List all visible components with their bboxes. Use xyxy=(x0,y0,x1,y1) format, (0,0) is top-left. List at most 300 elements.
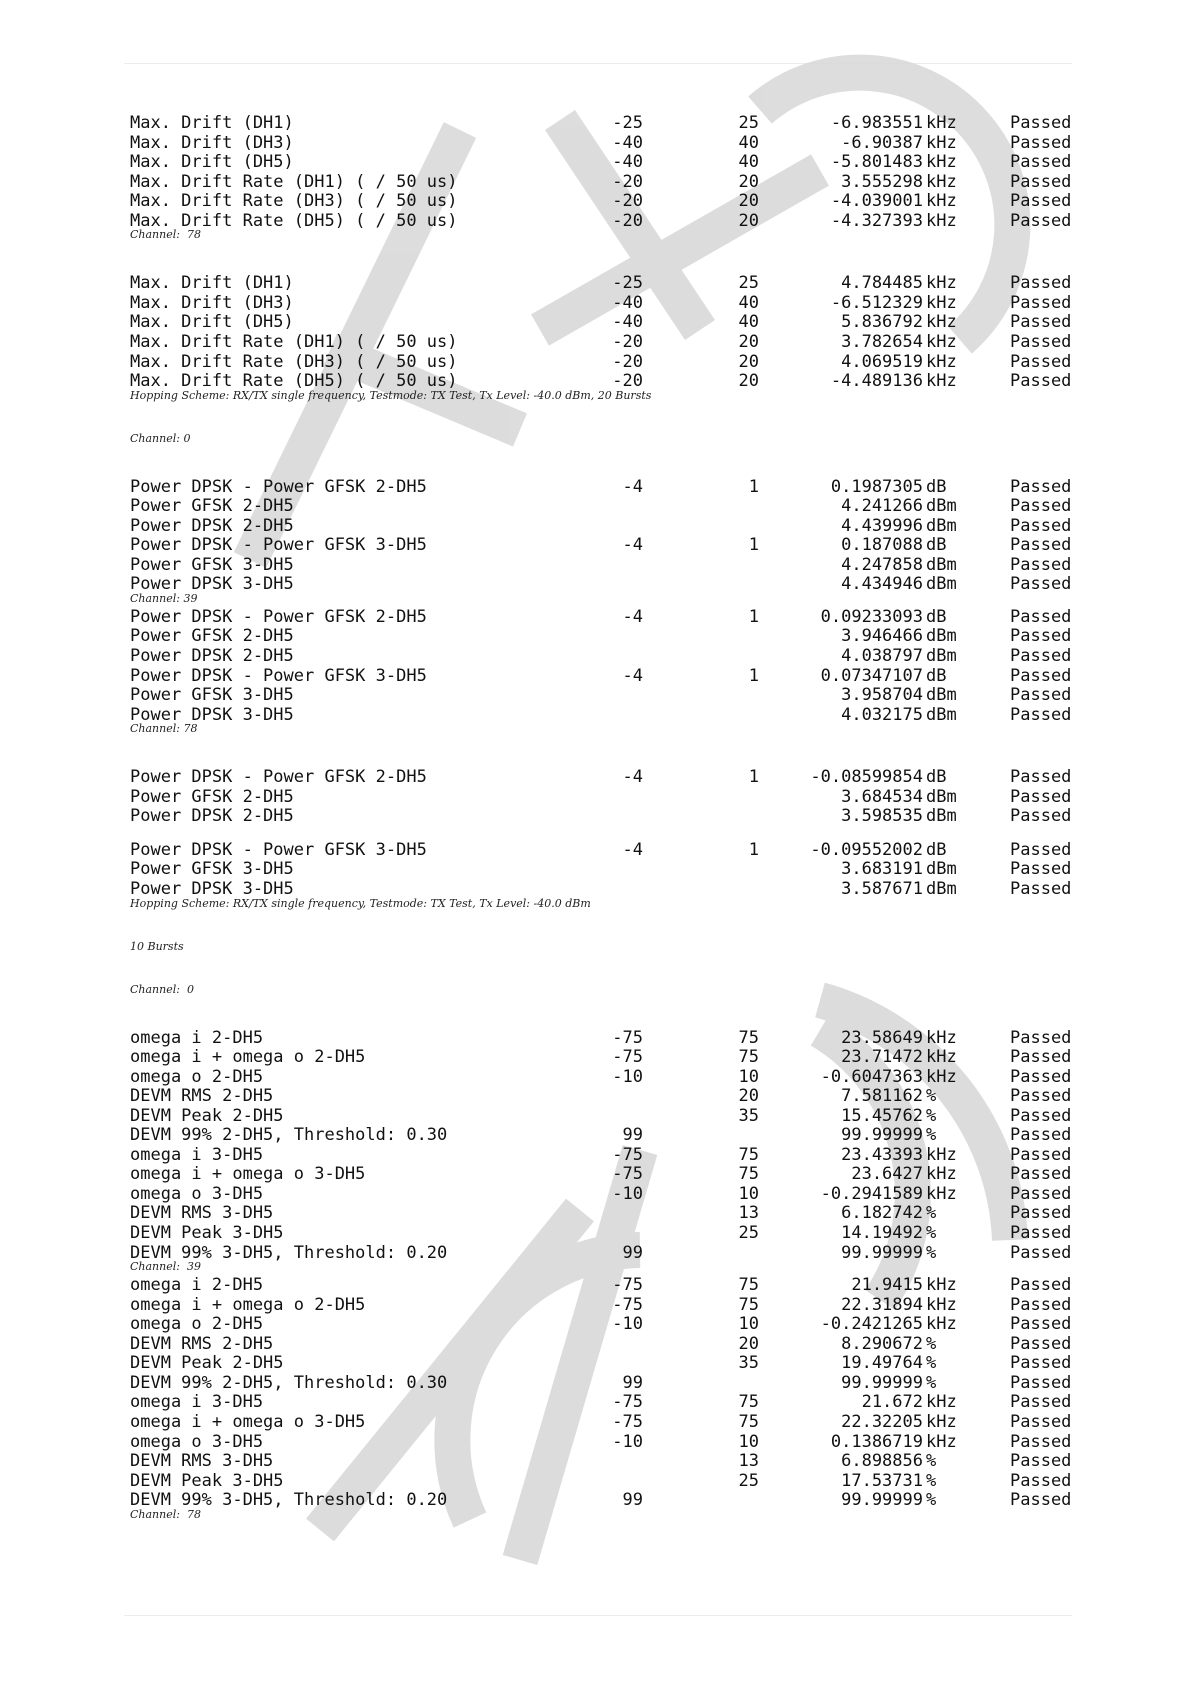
unit: kHz xyxy=(926,1027,957,1048)
result-status: Passed xyxy=(1010,1047,1072,1068)
measurement-row xyxy=(0,788,1191,807)
measurement-name: Power GFSK 2-DH5 xyxy=(130,496,294,517)
lower-limit: -20 xyxy=(612,331,643,352)
measurement-row xyxy=(0,556,1191,575)
measurement-row xyxy=(0,1452,1191,1471)
measured-value: 4.247858 xyxy=(841,554,923,575)
unit: kHz xyxy=(926,132,957,153)
upper-limit: 1 xyxy=(748,606,759,627)
measured-value: 4.032175 xyxy=(841,704,923,725)
unit: dBm xyxy=(926,515,957,536)
result-status: Passed xyxy=(1010,806,1072,827)
measurement-row xyxy=(0,536,1191,555)
lower-limit: -4 xyxy=(622,767,643,788)
result-status: Passed xyxy=(1010,786,1072,807)
upper-limit: 40 xyxy=(738,152,759,173)
measured-value: 21.9415 xyxy=(851,1275,923,1296)
measurement-name: Power DPSK 2-DH5 xyxy=(130,646,294,666)
measurement-row xyxy=(0,333,1191,352)
measurement-name: DEVM Peak 3-DH5 xyxy=(130,1470,284,1491)
lower-limit: -20 xyxy=(612,191,643,212)
measured-value: 99.99999 xyxy=(841,1125,923,1146)
upper-limit: 25 xyxy=(738,1223,759,1243)
measurement-row xyxy=(0,686,1191,705)
measured-value: 3.782654 xyxy=(841,331,923,352)
measured-value: 0.07347107 xyxy=(820,665,923,686)
lower-limit: -20 xyxy=(612,171,643,192)
measurement-row xyxy=(0,1374,1191,1393)
measurement-name: Max. Drift Rate (DH1) ( / 50 us) xyxy=(130,171,458,192)
unit: % xyxy=(926,1086,937,1107)
upper-limit: 10 xyxy=(738,1066,759,1087)
result-status: Passed xyxy=(1010,1164,1072,1185)
upper-limit: 1 xyxy=(748,839,759,860)
lower-limit: -20 xyxy=(612,210,643,231)
result-status: Passed xyxy=(1010,1144,1072,1165)
unit: kHz xyxy=(926,113,957,133)
unit: % xyxy=(926,1203,937,1224)
measurement-row xyxy=(0,1107,1191,1126)
unit: kHz xyxy=(926,371,957,392)
measurement-row xyxy=(0,1276,1191,1295)
result-status: Passed xyxy=(1010,273,1072,294)
measurement-name: DEVM Peak 2-DH5 xyxy=(130,1353,284,1374)
result-status: Passed xyxy=(1010,292,1072,313)
result-status: Passed xyxy=(1010,1203,1072,1224)
unit: kHz xyxy=(926,312,957,333)
result-status: Passed xyxy=(1010,839,1072,860)
measured-value: -6.512329 xyxy=(830,292,923,313)
measured-value: 22.32205 xyxy=(841,1411,923,1432)
lower-limit: -10 xyxy=(612,1314,643,1335)
result-status: Passed xyxy=(1010,646,1072,666)
measurement-row xyxy=(0,1146,1191,1165)
upper-limit: 25 xyxy=(738,113,759,133)
measured-value: -4.489136 xyxy=(830,371,923,392)
result-status: Passed xyxy=(1010,1105,1072,1126)
unit: dBm xyxy=(926,646,957,666)
measured-value: 23.71472 xyxy=(841,1047,923,1068)
result-status: Passed xyxy=(1010,132,1072,153)
unit: dB xyxy=(926,665,947,686)
measurement-row xyxy=(0,1413,1191,1432)
unit: kHz xyxy=(926,1411,957,1432)
lower-limit: -10 xyxy=(612,1431,643,1452)
measurement-row xyxy=(0,1204,1191,1223)
measurement-name: omega i 3-DH5 xyxy=(130,1144,264,1165)
measured-value: 0.1386719 xyxy=(830,1431,923,1452)
measurement-name: Max. Drift (DH1) xyxy=(130,113,294,133)
measured-value: 4.439996 xyxy=(841,515,923,536)
measurement-name: DEVM 99% 3-DH5, Threshold: 0.20 xyxy=(130,1242,448,1263)
measured-value: -6.90387 xyxy=(841,132,923,153)
measurement-name: Power DPSK 3-DH5 xyxy=(130,878,294,899)
upper-limit: 13 xyxy=(738,1203,759,1224)
unit: % xyxy=(926,1353,937,1374)
lower-limit: -75 xyxy=(612,1275,643,1296)
measured-value: 3.684534 xyxy=(841,786,923,807)
measured-value: 19.49764 xyxy=(841,1353,923,1374)
measurement-name: omega o 2-DH5 xyxy=(130,1314,264,1335)
measurement-row xyxy=(0,192,1191,211)
unit: kHz xyxy=(926,1183,957,1204)
measurement-row xyxy=(0,1354,1191,1373)
measurement-name: omega i + omega o 2-DH5 xyxy=(130,1047,366,1068)
measurement-name: Max. Drift Rate (DH5) ( / 50 us) xyxy=(130,371,458,392)
result-status: Passed xyxy=(1010,1275,1072,1296)
measured-value: -4.327393 xyxy=(830,210,923,231)
measured-value: 6.898856 xyxy=(841,1451,923,1472)
result-status: Passed xyxy=(1010,191,1072,212)
unit: dBm xyxy=(926,786,957,807)
unit: dBm xyxy=(926,626,957,647)
measured-value: 23.58649 xyxy=(841,1027,923,1048)
result-status: Passed xyxy=(1010,606,1072,627)
upper-limit: 75 xyxy=(738,1275,759,1296)
measurement-name: omega o 3-DH5 xyxy=(130,1431,264,1452)
unit: kHz xyxy=(926,210,957,231)
measurement-row xyxy=(0,1472,1191,1491)
measurement-name: Max. Drift (DH5) xyxy=(130,312,294,333)
upper-limit: 75 xyxy=(738,1144,759,1165)
upper-limit: 35 xyxy=(738,1353,759,1374)
lower-limit: -75 xyxy=(612,1144,643,1165)
measurement-name: Power DPSK - Power GFSK 3-DH5 xyxy=(130,665,427,686)
measured-value: 23.6427 xyxy=(851,1164,923,1185)
measurement-row xyxy=(0,768,1191,787)
measured-value: 4.069519 xyxy=(841,351,923,372)
upper-limit: 20 xyxy=(738,331,759,352)
unit: kHz xyxy=(926,292,957,313)
measurement-row xyxy=(0,1185,1191,1204)
result-status: Passed xyxy=(1010,210,1072,231)
measurement-name: DEVM Peak 3-DH5 xyxy=(130,1223,284,1243)
upper-limit: 10 xyxy=(738,1431,759,1452)
unit: dBm xyxy=(926,554,957,575)
measured-value: -0.2941589 xyxy=(820,1183,923,1204)
unit: % xyxy=(926,1125,937,1146)
result-status: Passed xyxy=(1010,1353,1072,1374)
measured-value: 8.290672 xyxy=(841,1333,923,1354)
lower-limit: -4 xyxy=(622,606,643,627)
section-note: Channel: 78 xyxy=(130,722,198,736)
lower-limit: -75 xyxy=(612,1294,643,1315)
unit: % xyxy=(926,1333,937,1354)
result-status: Passed xyxy=(1010,1086,1072,1107)
result-status: Passed xyxy=(1010,496,1072,517)
upper-limit: 1 xyxy=(748,665,759,686)
measurement-name: omega o 2-DH5 xyxy=(130,1066,264,1087)
measurement-name: omega i + omega o 2-DH5 xyxy=(130,1294,366,1315)
lower-limit: -10 xyxy=(612,1183,643,1204)
upper-limit: 40 xyxy=(738,292,759,313)
measurement-name: Power DPSK - Power GFSK 2-DH5 xyxy=(130,476,427,497)
unit: kHz xyxy=(926,1392,957,1413)
upper-limit: 20 xyxy=(738,371,759,392)
lower-limit: 99 xyxy=(622,1125,643,1146)
upper-limit: 13 xyxy=(738,1451,759,1472)
measured-value: 3.587671 xyxy=(841,878,923,899)
unit: dBm xyxy=(926,496,957,517)
measurement-row xyxy=(0,1315,1191,1334)
lower-limit: -4 xyxy=(622,535,643,556)
measurement-row xyxy=(0,1126,1191,1145)
upper-limit: 20 xyxy=(738,191,759,212)
result-status: Passed xyxy=(1010,665,1072,686)
measurement-name: Power GFSK 3-DH5 xyxy=(130,685,294,706)
measured-value: 17.53731 xyxy=(841,1470,923,1491)
measurement-name: omega i 3-DH5 xyxy=(130,1392,264,1413)
upper-limit: 1 xyxy=(748,535,759,556)
measured-value: 15.45762 xyxy=(841,1105,923,1126)
measurement-row xyxy=(0,1068,1191,1087)
measurement-name: omega i + omega o 3-DH5 xyxy=(130,1411,366,1432)
result-status: Passed xyxy=(1010,704,1072,725)
measurement-row xyxy=(0,478,1191,497)
result-status: Passed xyxy=(1010,1411,1072,1432)
measurement-name: Power GFSK 2-DH5 xyxy=(130,626,294,647)
measured-value: 7.581162 xyxy=(841,1086,923,1107)
result-status: Passed xyxy=(1010,626,1072,647)
lower-limit: -4 xyxy=(622,665,643,686)
upper-limit: 20 xyxy=(738,351,759,372)
measurement-row xyxy=(0,1296,1191,1315)
lower-limit: -75 xyxy=(612,1392,643,1413)
upper-limit: 75 xyxy=(738,1294,759,1315)
measured-value: -0.2421265 xyxy=(820,1314,923,1335)
measured-value: 22.31894 xyxy=(841,1294,923,1315)
measurement-row xyxy=(0,1393,1191,1412)
measurement-name: omega i 2-DH5 xyxy=(130,1027,264,1048)
measured-value: 6.182742 xyxy=(841,1203,923,1224)
result-status: Passed xyxy=(1010,371,1072,392)
result-status: Passed xyxy=(1010,1242,1072,1263)
measurement-name: Power DPSK 2-DH5 xyxy=(130,806,294,827)
result-status: Passed xyxy=(1010,767,1072,788)
lower-limit: -75 xyxy=(612,1411,643,1432)
measurement-name: omega i 2-DH5 xyxy=(130,1275,264,1296)
unit: kHz xyxy=(926,1066,957,1087)
unit: kHz xyxy=(926,331,957,352)
measurement-name: Max. Drift (DH5) xyxy=(130,152,294,173)
result-status: Passed xyxy=(1010,1223,1072,1243)
upper-limit: 1 xyxy=(748,767,759,788)
result-status: Passed xyxy=(1010,1294,1072,1315)
measured-value: 3.555298 xyxy=(841,171,923,192)
measurement-row xyxy=(0,114,1191,133)
unit: kHz xyxy=(926,171,957,192)
measured-value: 21.672 xyxy=(861,1392,923,1413)
measured-value: -0.09552002 xyxy=(810,839,923,860)
unit: kHz xyxy=(926,152,957,173)
measurement-name: DEVM RMS 2-DH5 xyxy=(130,1086,274,1107)
upper-limit: 75 xyxy=(738,1392,759,1413)
unit: kHz xyxy=(926,1164,957,1185)
measurement-row xyxy=(0,1048,1191,1067)
measurement-row xyxy=(0,274,1191,293)
upper-limit: 20 xyxy=(738,210,759,231)
lower-limit: -75 xyxy=(612,1027,643,1048)
unit: kHz xyxy=(926,351,957,372)
unit: kHz xyxy=(926,1294,957,1315)
measured-value: 0.187088 xyxy=(841,535,923,556)
result-status: Passed xyxy=(1010,1333,1072,1354)
unit: kHz xyxy=(926,273,957,294)
unit: dBm xyxy=(926,574,957,595)
unit: kHz xyxy=(926,1275,957,1296)
measurement-name: Power DPSK - Power GFSK 3-DH5 xyxy=(130,839,427,860)
section-note: Channel: 0 xyxy=(130,431,191,445)
measurement-row xyxy=(0,173,1191,192)
measurement-name: DEVM RMS 2-DH5 xyxy=(130,1333,274,1354)
measured-value: 3.683191 xyxy=(841,859,923,880)
measurement-row xyxy=(0,608,1191,627)
unit: % xyxy=(926,1470,937,1491)
lower-limit: 99 xyxy=(622,1490,643,1511)
measurement-name: Max. Drift Rate (DH3) ( / 50 us) xyxy=(130,191,458,212)
result-status: Passed xyxy=(1010,1470,1072,1491)
result-status: Passed xyxy=(1010,476,1072,497)
measurement-row xyxy=(0,627,1191,646)
result-status: Passed xyxy=(1010,331,1072,352)
measurement-row xyxy=(0,1029,1191,1048)
lower-limit: -10 xyxy=(612,1066,643,1087)
measurement-name: DEVM RMS 3-DH5 xyxy=(130,1203,274,1224)
unit: dB xyxy=(926,839,947,860)
measurement-row xyxy=(0,807,1191,826)
measured-value: 3.958704 xyxy=(841,685,923,706)
measurement-name: Max. Drift Rate (DH1) ( / 50 us) xyxy=(130,331,458,352)
measurement-name: omega i + omega o 3-DH5 xyxy=(130,1164,366,1185)
measurement-name: Power DPSK 2-DH5 xyxy=(130,515,294,536)
result-status: Passed xyxy=(1010,1125,1072,1146)
lower-limit: -40 xyxy=(612,312,643,333)
unit: % xyxy=(926,1105,937,1126)
upper-limit: 40 xyxy=(738,132,759,153)
unit: dB xyxy=(926,476,947,497)
lower-limit: -75 xyxy=(612,1164,643,1185)
lower-limit: -75 xyxy=(612,1047,643,1068)
lower-limit: -20 xyxy=(612,351,643,372)
measurement-name: Power DPSK 3-DH5 xyxy=(130,574,294,595)
section-note: Channel: 0 xyxy=(130,982,194,996)
upper-limit: 25 xyxy=(738,273,759,294)
measured-value: -5.801483 xyxy=(830,152,923,173)
unit: dB xyxy=(926,606,947,627)
unit: % xyxy=(926,1223,937,1243)
measurement-name: DEVM 99% 3-DH5, Threshold: 0.20 xyxy=(130,1490,448,1511)
measured-value: 4.784485 xyxy=(841,273,923,294)
measurement-row xyxy=(0,860,1191,879)
measurement-name: DEVM 99% 2-DH5, Threshold: 0.30 xyxy=(130,1125,448,1146)
result-status: Passed xyxy=(1010,351,1072,372)
measured-value: -4.039001 xyxy=(830,191,923,212)
upper-limit: 75 xyxy=(738,1027,759,1048)
upper-limit: 75 xyxy=(738,1411,759,1432)
upper-limit: 25 xyxy=(738,1470,759,1491)
measured-value: 4.434946 xyxy=(841,574,923,595)
result-status: Passed xyxy=(1010,515,1072,536)
measured-value: 99.99999 xyxy=(841,1372,923,1393)
measured-value: 3.946466 xyxy=(841,626,923,647)
measurement-name: DEVM 99% 2-DH5, Threshold: 0.30 xyxy=(130,1372,448,1393)
measurement-name: Power DPSK 3-DH5 xyxy=(130,704,294,725)
measured-value: 23.43393 xyxy=(841,1144,923,1165)
result-status: Passed xyxy=(1010,113,1072,133)
measured-value: 3.598535 xyxy=(841,806,923,827)
measurement-name: Power GFSK 3-DH5 xyxy=(130,554,294,575)
result-status: Passed xyxy=(1010,152,1072,173)
measured-value: 0.09233093 xyxy=(820,606,923,627)
measurement-row xyxy=(0,353,1191,372)
measurement-name: Power DPSK - Power GFSK 2-DH5 xyxy=(130,606,427,627)
unit: kHz xyxy=(926,1144,957,1165)
upper-limit: 20 xyxy=(738,1333,759,1354)
unit: dBm xyxy=(926,806,957,827)
upper-limit: 20 xyxy=(738,171,759,192)
unit: dBm xyxy=(926,859,957,880)
upper-limit: 10 xyxy=(738,1314,759,1335)
unit: dBm xyxy=(926,878,957,899)
unit: kHz xyxy=(926,1431,957,1452)
upper-limit: 40 xyxy=(738,312,759,333)
measured-value: -0.08599854 xyxy=(810,767,923,788)
measurement-row xyxy=(0,1087,1191,1106)
measurement-name: omega o 3-DH5 xyxy=(130,1183,264,1204)
result-status: Passed xyxy=(1010,1066,1072,1087)
measurement-name: Power DPSK - Power GFSK 3-DH5 xyxy=(130,535,427,556)
section-note: 10 Bursts xyxy=(130,939,184,953)
lower-limit: 99 xyxy=(622,1242,643,1263)
measurement-row xyxy=(0,517,1191,536)
unit: dBm xyxy=(926,685,957,706)
measured-value: -6.983551 xyxy=(830,113,923,133)
unit: % xyxy=(926,1372,937,1393)
result-status: Passed xyxy=(1010,859,1072,880)
result-status: Passed xyxy=(1010,1314,1072,1335)
measurement-row xyxy=(0,313,1191,332)
upper-limit: 20 xyxy=(738,1086,759,1107)
unit: % xyxy=(926,1242,937,1263)
measurement-row xyxy=(0,1224,1191,1243)
measured-value: 99.99999 xyxy=(841,1242,923,1263)
result-status: Passed xyxy=(1010,535,1072,556)
lower-limit: -25 xyxy=(612,273,643,294)
measurement-name: DEVM RMS 3-DH5 xyxy=(130,1451,274,1472)
result-status: Passed xyxy=(1010,574,1072,595)
lower-limit: -4 xyxy=(622,476,643,497)
measurement-name: Max. Drift Rate (DH3) ( / 50 us) xyxy=(130,351,458,372)
measured-value: 99.99999 xyxy=(841,1490,923,1511)
result-status: Passed xyxy=(1010,1431,1072,1452)
result-status: Passed xyxy=(1010,1392,1072,1413)
unit: kHz xyxy=(926,191,957,212)
measurement-row xyxy=(0,134,1191,153)
measurement-name: Max. Drift (DH3) xyxy=(130,132,294,153)
lower-limit: -20 xyxy=(612,371,643,392)
measurement-name: Power GFSK 2-DH5 xyxy=(130,786,294,807)
unit: kHz xyxy=(926,1314,957,1335)
measured-value: 4.241266 xyxy=(841,496,923,517)
unit: % xyxy=(926,1451,937,1472)
upper-limit: 35 xyxy=(738,1105,759,1126)
unit: % xyxy=(926,1490,937,1511)
section-note: Channel: 78 xyxy=(130,228,201,242)
section-note: Channel: 39 xyxy=(130,591,198,605)
measurement-name: DEVM Peak 2-DH5 xyxy=(130,1105,284,1126)
measurement-name: Power DPSK - Power GFSK 2-DH5 xyxy=(130,767,427,788)
unit: dB xyxy=(926,767,947,788)
